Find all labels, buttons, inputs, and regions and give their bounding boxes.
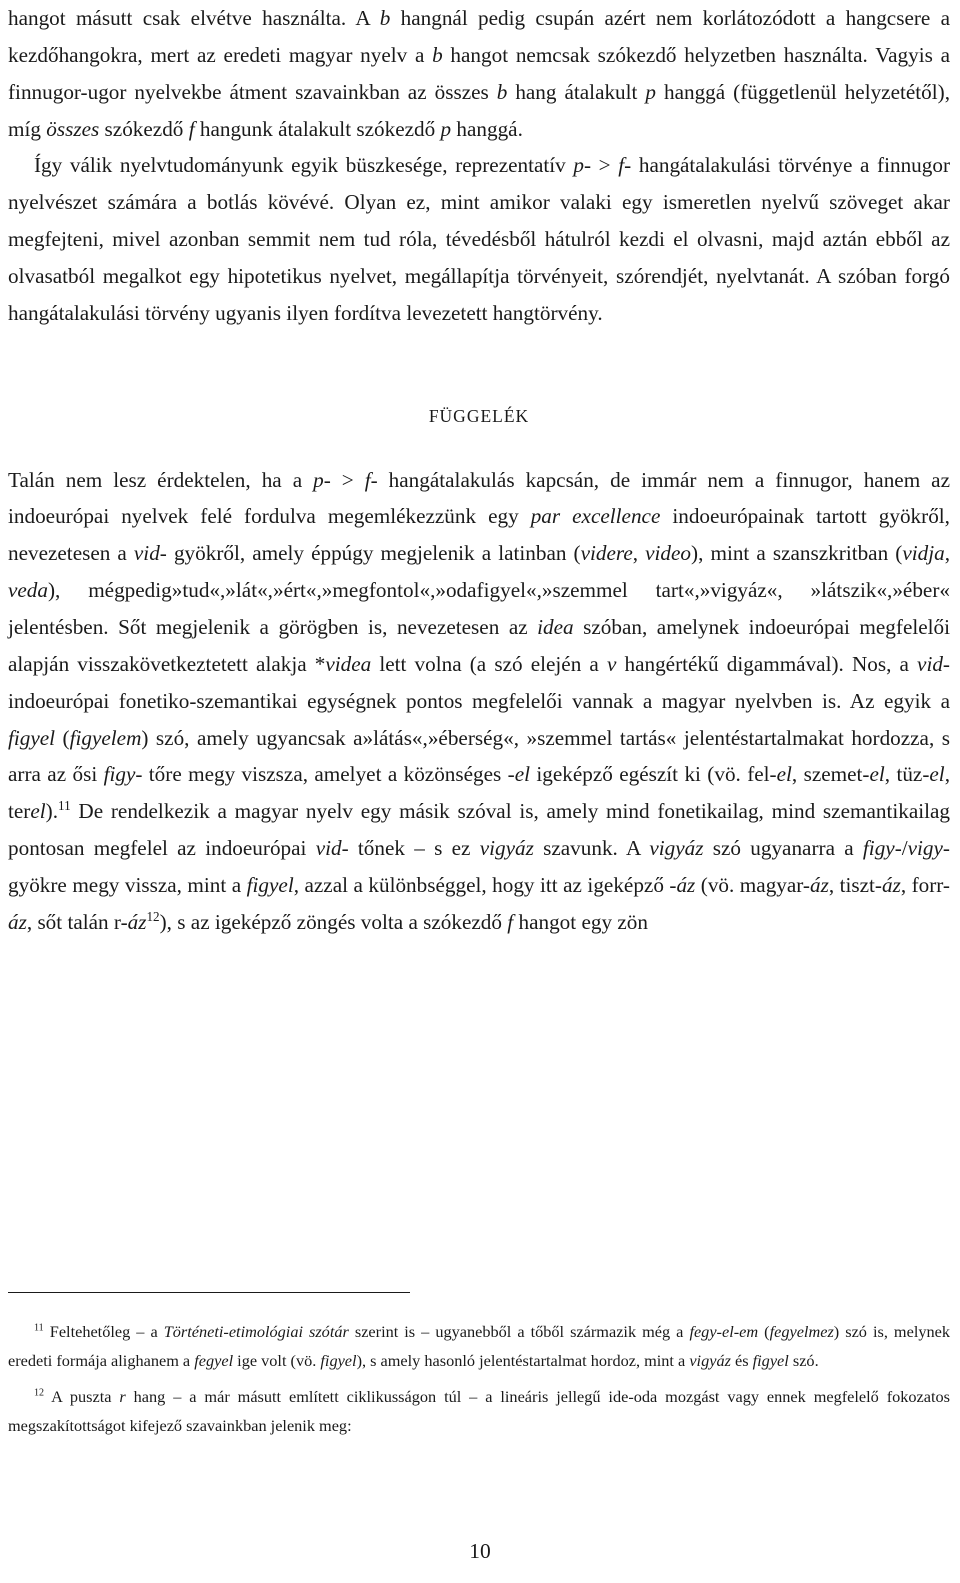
footnote-11: $^{11}$ Feltehetőleg – a Történeti-etimológiai szótár szerint is – ugyanebből a tőből származik még a fegy-el-em (fegyelmez) szó is, melynek eredeti formája alighanem a fegyel ige volt (vö. figyel), s amely hasonló jelentéstartalmat hordoz, mint a vigyáz és figyel szó. — [8, 1322, 950, 1370]
footnote-marker: 11 — [34, 1322, 44, 1334]
footnote-marker: 12 — [146, 908, 160, 924]
italic-run: figyel — [8, 725, 56, 750]
italic-run: f — [507, 909, 514, 934]
italic-run: f- — [618, 153, 632, 178]
document-page — [8, 0, 950, 941]
footnotes — [8, 1318, 950, 1440]
italic-run: p- — [573, 153, 592, 178]
italic-run: v — [606, 651, 617, 676]
italic-run: áz — [881, 872, 901, 897]
italic-run: figyel — [320, 1350, 357, 1370]
footnote-separator — [8, 1292, 410, 1293]
page-number: 10 — [469, 1539, 491, 1563]
italic-run: vid- — [917, 651, 950, 676]
italic-run: vid- — [133, 541, 167, 566]
italic-run: f — [188, 116, 195, 141]
italic-run: b — [496, 79, 508, 104]
italic-run: figy- — [103, 762, 143, 787]
italic-run: r — [119, 1387, 126, 1407]
italic-run: figyel — [246, 872, 294, 897]
appendix-text — [8, 462, 950, 941]
italic-run: áz — [127, 909, 147, 934]
italic-run: Történeti-etimológiai szótár — [163, 1322, 349, 1341]
italic-run: vigy- — [907, 836, 950, 861]
italic-run: videre — [580, 541, 633, 566]
italic-run: idea — [537, 614, 574, 639]
italic-run: b — [432, 42, 443, 67]
italic-run: vigyáz — [479, 836, 534, 861]
paragraph-intro: hangot másutt csak elvétve használta. A b hangnál pedig csupán azért nem korlátozódott a hangcsere a kezdőhangokra, mert az eredeti magyar nyelv a b hangot nemcsak szókezdő helyzetben használta. Vagyis a finnugor-ugor nyelvekbe átment szavainkban az összes b hang átalakult p hanggá (függetlenül helyzetétől), míg összes szókezdő f hangunk átalakult szókezdő p hanggá. — [8, 6, 951, 141]
italic-run: video — [645, 541, 692, 566]
section-heading: FÜGGELÉK — [428, 405, 530, 426]
italic-run: vidja — [902, 541, 945, 566]
italic-run: vid- — [315, 836, 349, 861]
paragraph-appendix: Talán nem lesz érdektelen, ha a p- > f- hangátalakulás kapcsán, de immár nem a finnugor, hanem az indoeurópai nyelvek felé fordulva megemlékezzünk egy par excellence indoeurópainak tartott gyökről, nevezetesen a vid- gyökről, amely éppúgy megjelenik a latinban (videre, video), mint a szanszkritban (vidja, veda), mégpedig»tud«,»lát«,»ért«,»megfontol«,»odafigyel«,»szemmel tart«,»vigyáz«, »látszik«,»éber« jelentésben. Sőt megjelenik a görögben is, nevezetesen az idea szóban, amelynek indoeurópai megfelelői alapján visszakövetkeztetett alakja *videa lett volna (a szó elején a v hangértékű digammával). Nos, a vid- indoeurópai fonetiko-szemantikai egységnek pontos megfelelői vannak a magyar nyelvben is. Az egyik a figyel (figyelem) szó, amely ugyancsak a»látás«,»éberség«, »szemmel tartás« jelentéstartalmakat hordozza, s arra az ősi figy- tőre megy viszsza, amelyet a közönséges -el igeképző egészít ki (vö. fel-el, szemet-el, tüz-el, terel).$^{11}$ De rendelkezik a magyar nyelv egy másik szóval is, amely mind fonetikailag, mind szemantikailag pontosan megfelel az indoeurópai vid- tőnek – s ez vigyáz szavunk. A vigyáz szó ugyanarra a figy-/vigy- gyökre megy vissza, mint a figyel, azzal a különbséggel, hogy itt az igeképző -áz (vö. magyar-áz, tiszt-áz, forr-áz, sőt talán $r-áz^{12}$), s az igeképző zöngés volta a szókezdő f hangot egy zön — [8, 467, 950, 934]
italic-run: fegy-el-em — [689, 1322, 759, 1341]
italic-run: fegyel — [194, 1350, 234, 1370]
italic-run: p — [440, 116, 452, 141]
italic-run: figyelem — [69, 725, 142, 750]
italic-run: áz — [8, 909, 27, 934]
italic-run: el — [929, 762, 945, 787]
italic-run: par excellence — [530, 504, 661, 529]
italic-run: el — [514, 762, 531, 787]
footnote-12: $^{12}$ A puszta r hang – a már másutt említett ciklikusságon túl – a lineáris jellegű ide-oda mozgást vagy ennek megfelelő fokozatos megszakítottságot kifejező szavainkban jelenik meg: — [8, 1387, 951, 1435]
italic-run: p- — [313, 467, 331, 492]
footnote-marker: 11 — [58, 798, 71, 814]
italic-run: áz — [676, 872, 696, 897]
italic-run: videa — [325, 651, 372, 676]
italic-run: el — [30, 799, 46, 824]
italic-run: figyel — [752, 1350, 789, 1370]
italic-run: el — [869, 762, 885, 787]
italic-run: összes — [46, 116, 100, 141]
italic-run: b — [379, 6, 391, 30]
italic-run: veda — [8, 578, 48, 603]
italic-run: p — [645, 79, 657, 104]
italic-run: el — [776, 762, 792, 787]
italic-run: figy- — [862, 836, 902, 861]
paragraph-second: Így válik nyelvtudományunk egyik büszkesége, reprezentatív p- > f- hangátalakulási törvénye a finnugor nyelvészet számára a botlás kövévé. Olyan ez, mint amikor valaki egy ismeretlen nyelvű szöveget akar megfejteni, mivel azonban semmit nem tud róla, tévedésből hátulról kezdi el olvasni, majd aztán ebből az olvasatból megalkot egy hipotetikus nyelvet, megállapítja törvényeit, szórendjét, nyelvtanát. A szóban forgó hangátalakulási törvény ugyanis ilyen fordítva levezetett hangtörvény. — [8, 153, 951, 325]
italic-run: fegyelmez — [769, 1322, 834, 1341]
italic-run: vigyáz — [689, 1350, 731, 1370]
main-text — [8, 0, 950, 332]
italic-run: vigyáz — [649, 836, 704, 861]
italic-run: áz — [809, 872, 829, 897]
footnote-marker: 12 — [34, 1387, 45, 1399]
italic-run: f- — [364, 467, 378, 492]
